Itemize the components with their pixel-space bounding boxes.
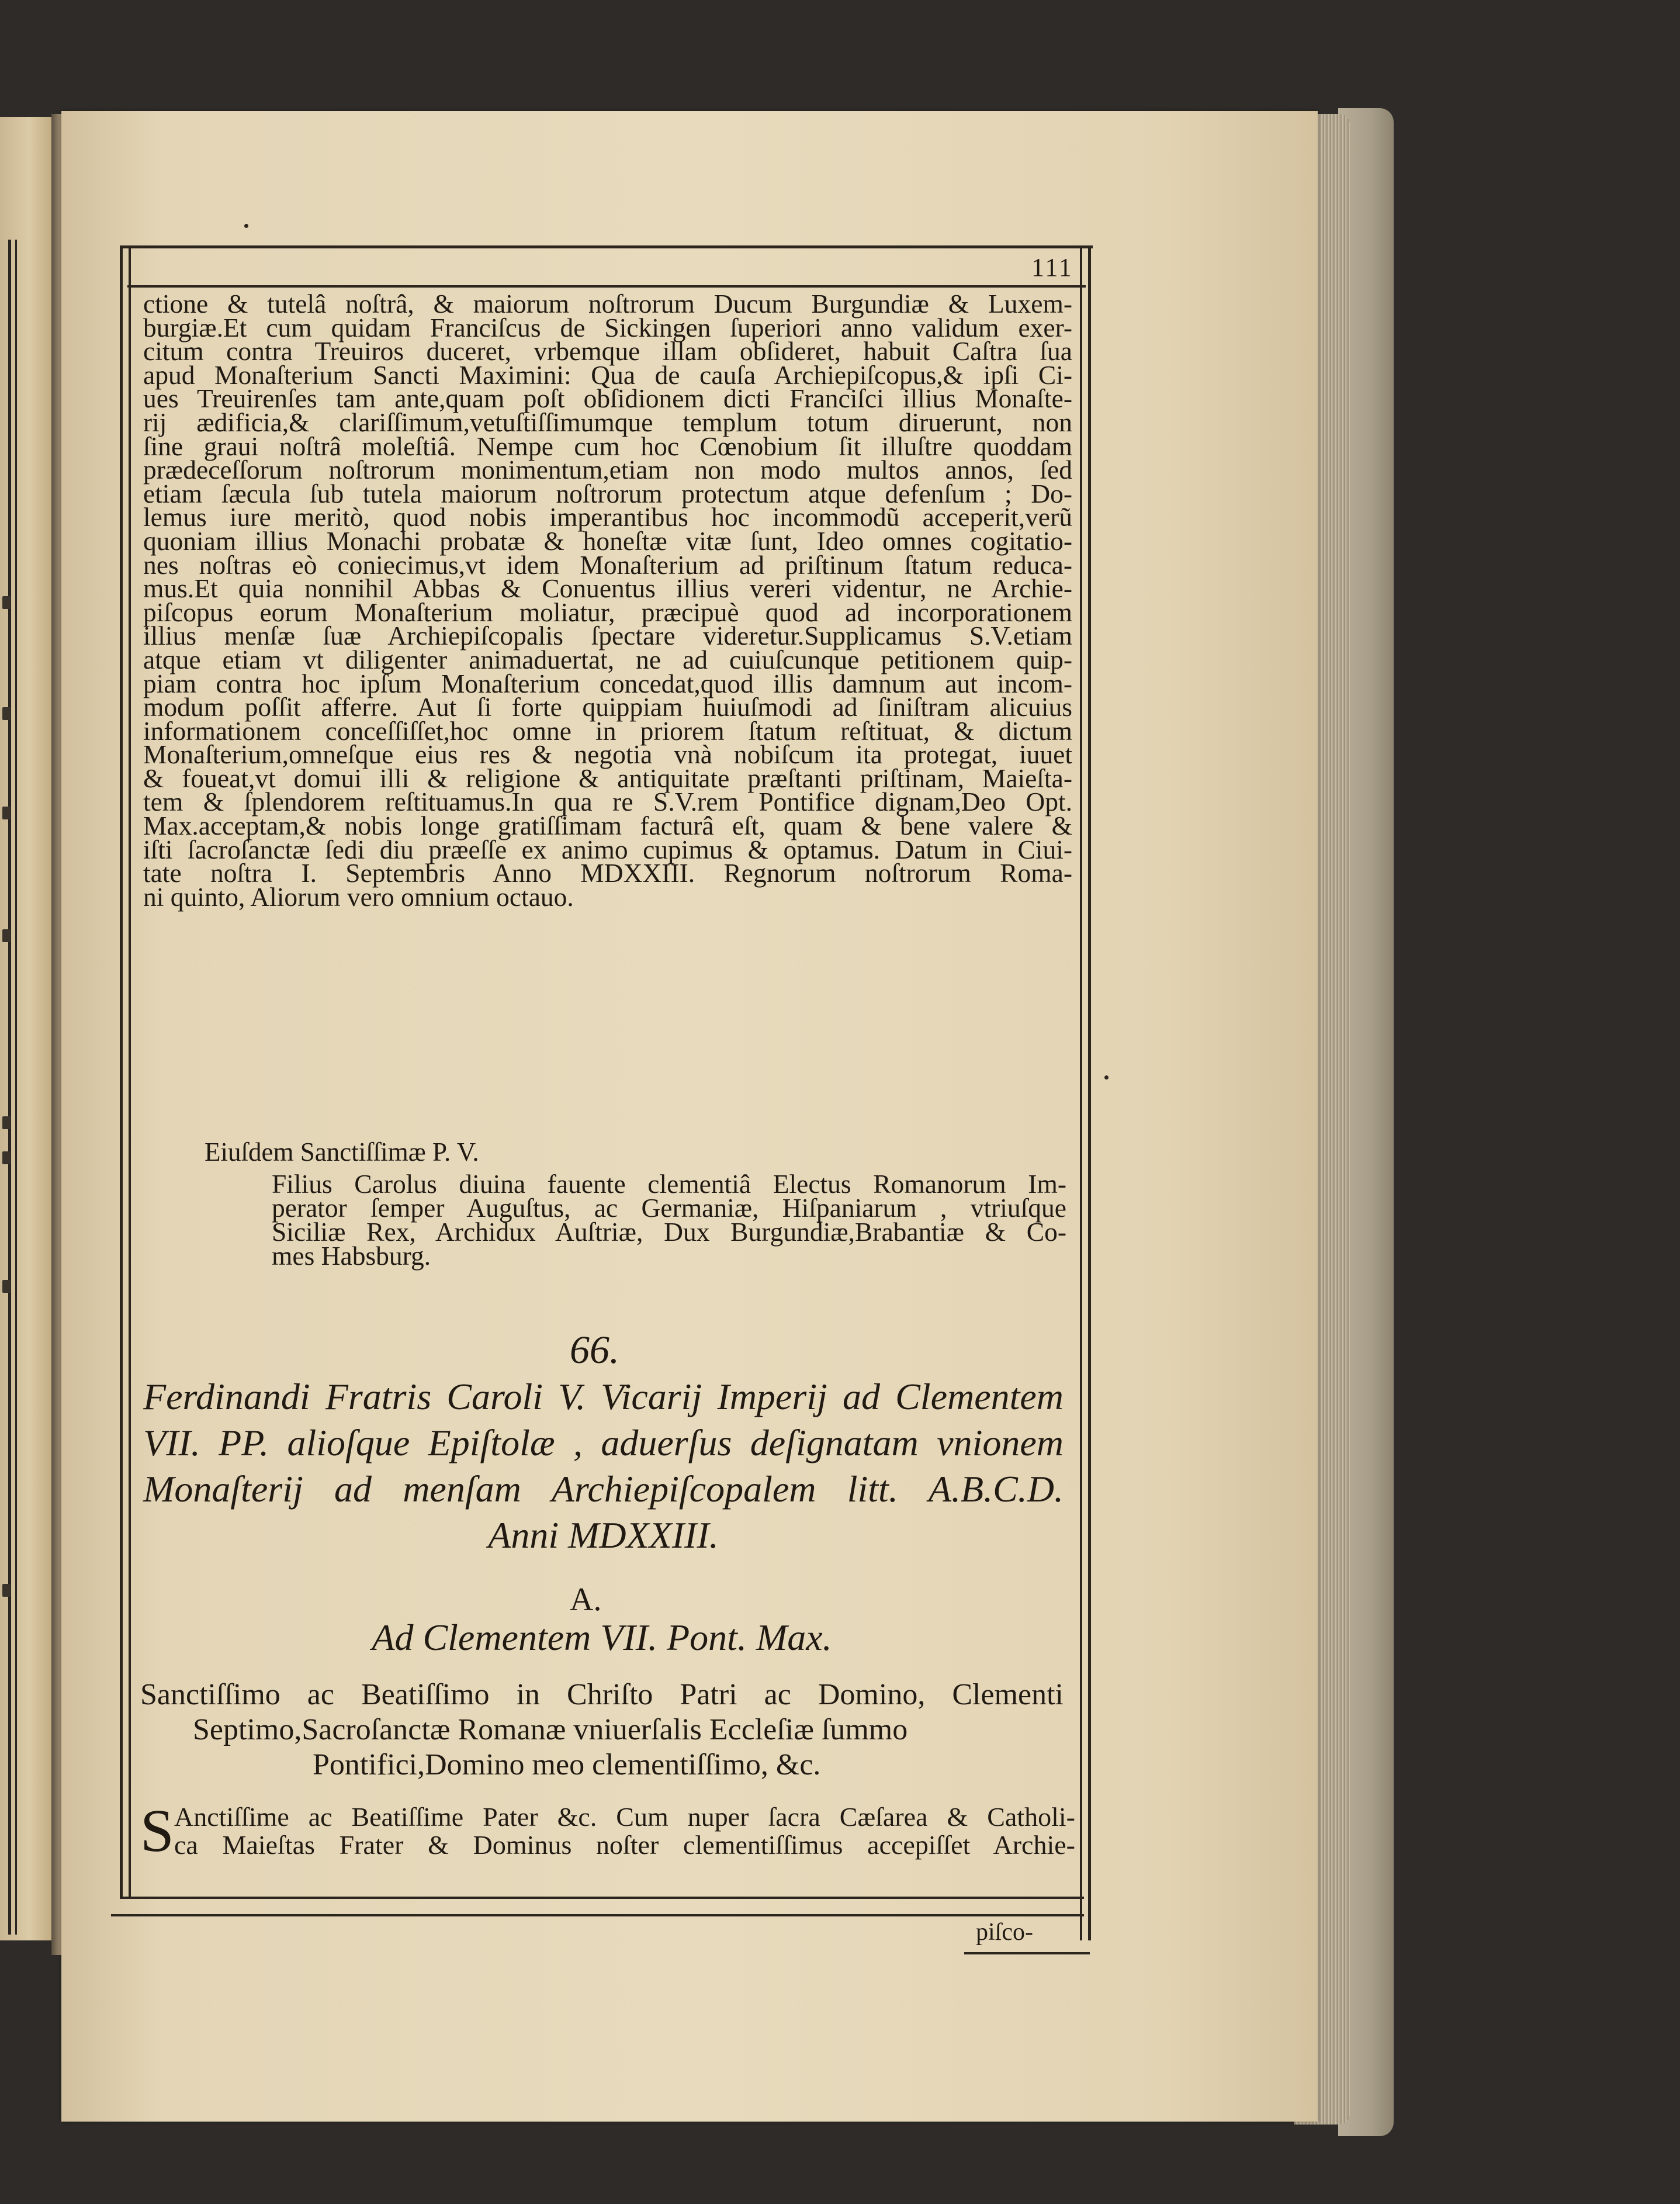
text-fragment [2, 929, 11, 942]
text-line: tem & ſplendorem reſtituamus.In qua re S.V.rem Pontifice dignam,Deo Opt. [143, 787, 1072, 817]
ink-speck [244, 224, 248, 228]
signature-line: perator ſemper Auguſtus, ac Germaniæ, Hiſpaniarum , vtriuſque [272, 1193, 1066, 1223]
letter-title: Ad Clementem VII. Pont. Max. [372, 1617, 832, 1658]
text-line: informationem conceſſiſſet,hoc omne in priorem ſtatum reſtituat, & dictum [143, 715, 1072, 746]
page-number: 111 [1031, 253, 1073, 282]
catchword: piſco- [976, 1919, 1033, 1946]
opening-line: Anctiſſime ac Beatiſſime Pater &c. Cum nuper ſacra Cæſarea & Catholi- [174, 1802, 1075, 1832]
heading-line: VII. PP. alioſque Epiſtolæ , aduerſus deſignatam vnionem [143, 1422, 1064, 1463]
frame-rule-catchword [964, 1952, 1090, 1954]
text-line: piam contra hoc ipſum Monaſterium concedat,quod illis damnum aut incom- [143, 668, 1072, 698]
text-line: ues Treuirenſes tam ante,quam poſt obſidionem dicti Franciſci illius Monaſte- [143, 383, 1072, 414]
signature-block [272, 1169, 1066, 1271]
text-line: illius menſæ ſuæ Archiepiſcopalis ſpectare videretur.Supplicamus S.V.etiam [143, 621, 1072, 651]
address-line: Sanctiſſimo ac Beatiſſimo in Chriſto Patri ac Domino, Clementi [140, 1678, 1064, 1711]
text-line: modum poſſit afferre. Aut ſi forte quippiam huiuſmodi ad ſiniſtram alicuius [143, 692, 1072, 722]
text-line: mus.Et quia nonnihil Abbas & Conuentus illius vereri videntur, ne Archie- [143, 573, 1072, 604]
text-fragment [2, 1584, 11, 1597]
signature-line: Siciliæ Rex, Archidux Auſtriæ, Dux Burgundiæ,Brabantiæ & Co- [272, 1217, 1066, 1247]
text-line: citum contra Treuiros duceret, vrbemque illam obſideret, habuit Caſtra ſua [143, 336, 1072, 366]
text-fragment [2, 1151, 11, 1164]
drop-cap: S [140, 1797, 174, 1864]
text-line: lemus iure meritò, quod nobis imperantibus hoc incommodũ acceperit,verũ [143, 502, 1072, 532]
text-line: atque etiam vt diligenter animaduertat, ne ad cuiuſcunque petitionem quip- [143, 644, 1072, 674]
text-line: ni quinto, Aliorum vero omnium octauo. [143, 881, 574, 912]
text-line: rij ædificia,& clariſſimum,vetuſtiſſimumque templum totum diruerunt, non [143, 407, 1072, 437]
frame-rule-left-inner [129, 245, 131, 1897]
frame-rule-header [127, 285, 1086, 288]
letter-address [140, 1677, 1064, 1783]
document-number: 66. [570, 1327, 619, 1372]
text-line: Max.acceptam,& nobis longe gratiſſimam facturâ eſt, quam & bene valere & [143, 811, 1072, 841]
text-fragment [2, 707, 11, 720]
previous-page-edge [0, 117, 54, 1940]
text-fragment [2, 1280, 11, 1293]
text-fragment [2, 1116, 11, 1129]
text-line: burgiæ.Et cum quidam Franciſcus de Sickingen ſuperiori anno validum exer- [143, 312, 1072, 342]
text-line: & foueat,vt domui illi & religione & antiquitate præſtanti priſtinam, Maieſta- [143, 763, 1072, 793]
text-line: etiam ſæcula ſub tutela maiorum noſtrorum protectum atque defenſum ; Do- [143, 478, 1072, 508]
letter-label: A. [570, 1582, 602, 1618]
text-fragment [2, 596, 11, 609]
signature-line: Filius Carolus diuina fauente clementiâ Electus Romanorum Im- [272, 1169, 1066, 1199]
previous-page-rule [15, 240, 17, 1935]
text-line: quoniam illius Monachi probatæ & honeſtæ vitæ ſunt, Ideo omnes cogitatio- [143, 525, 1072, 556]
address-line: Pontifici,Domino meo clementiſſimo, &c. [313, 1748, 821, 1781]
text-line: iſti ſacroſanctæ ſedi diu præeſſe ex animo cupimus & optamus. Datum in Ciui- [143, 834, 1072, 864]
heading-line: Ferdinandi Fratris Caroli V. Vicarij Imperij ad Clementem [143, 1376, 1064, 1417]
frame-rule-right-inner [1080, 245, 1082, 1940]
frame-rule-bottom [120, 1897, 1084, 1899]
text-line: Monaſterium,omneſque eius res & negotia vnà nobiſcum ita protegat, iuuet [143, 739, 1072, 770]
frame-rule-right [1088, 245, 1091, 1940]
heading-line: Monaſterij ad menſam Archiepiſcopalem litt. A.B.C.D. [143, 1468, 1064, 1510]
signature-heading: Eiuſdem Sanctiſſimæ P. V. [205, 1137, 479, 1167]
text-line: prædeceſſorum noſtrorum monimentum,etiam non modo multos annos, ſed [143, 455, 1072, 485]
ink-speck [1104, 1075, 1109, 1079]
text-fragment [2, 807, 11, 819]
letter-body [143, 289, 1072, 912]
opening-line: ca Maieſtas Frater & Dominus noſter clementiſſimus accepiſſet Archie- [174, 1830, 1075, 1860]
frame-rule-left [120, 245, 123, 1897]
text-line: apud Monaſterium Sancti Maximini: Qua de cauſa Archiepiſcopus,& ipſi Ci- [143, 359, 1072, 390]
text-line: ctione & tutelâ noſtrâ, & maiorum noſtrorum Ducum Burgundiæ & Luxem- [143, 289, 1072, 319]
text-line: ſine graui noſtrâ moleſtiâ. Nempe cum hoc Cœnobium ſit illuſtre quoddam [143, 431, 1072, 461]
heading-line: Anni MDXXIII. [488, 1514, 719, 1556]
text-line: tate noſtra I. Septembris Anno MDXXIII. Regnorum noſtrorum Roma- [143, 858, 1072, 888]
frame-rule-bottom-outer [111, 1914, 1084, 1916]
previous-page-rule [8, 240, 11, 1935]
letter-opening [140, 1797, 1075, 1864]
signature-line: mes Habsburg. [272, 1241, 431, 1271]
address-line: Septimo,Sacroſanctæ Romanæ vniuerſalis Eccleſiæ ſummo [193, 1713, 908, 1746]
text-line: nes noſtras eò coniecimus,vt idem Monaſterium ad priſtinum ſtatum reduca- [143, 549, 1072, 580]
document-heading [143, 1373, 1064, 1558]
text-line: piſcopus eorum Monaſterium moliatur, præcipuè quod ad incorporationem [143, 597, 1072, 627]
frame-rule-top [120, 245, 1093, 248]
